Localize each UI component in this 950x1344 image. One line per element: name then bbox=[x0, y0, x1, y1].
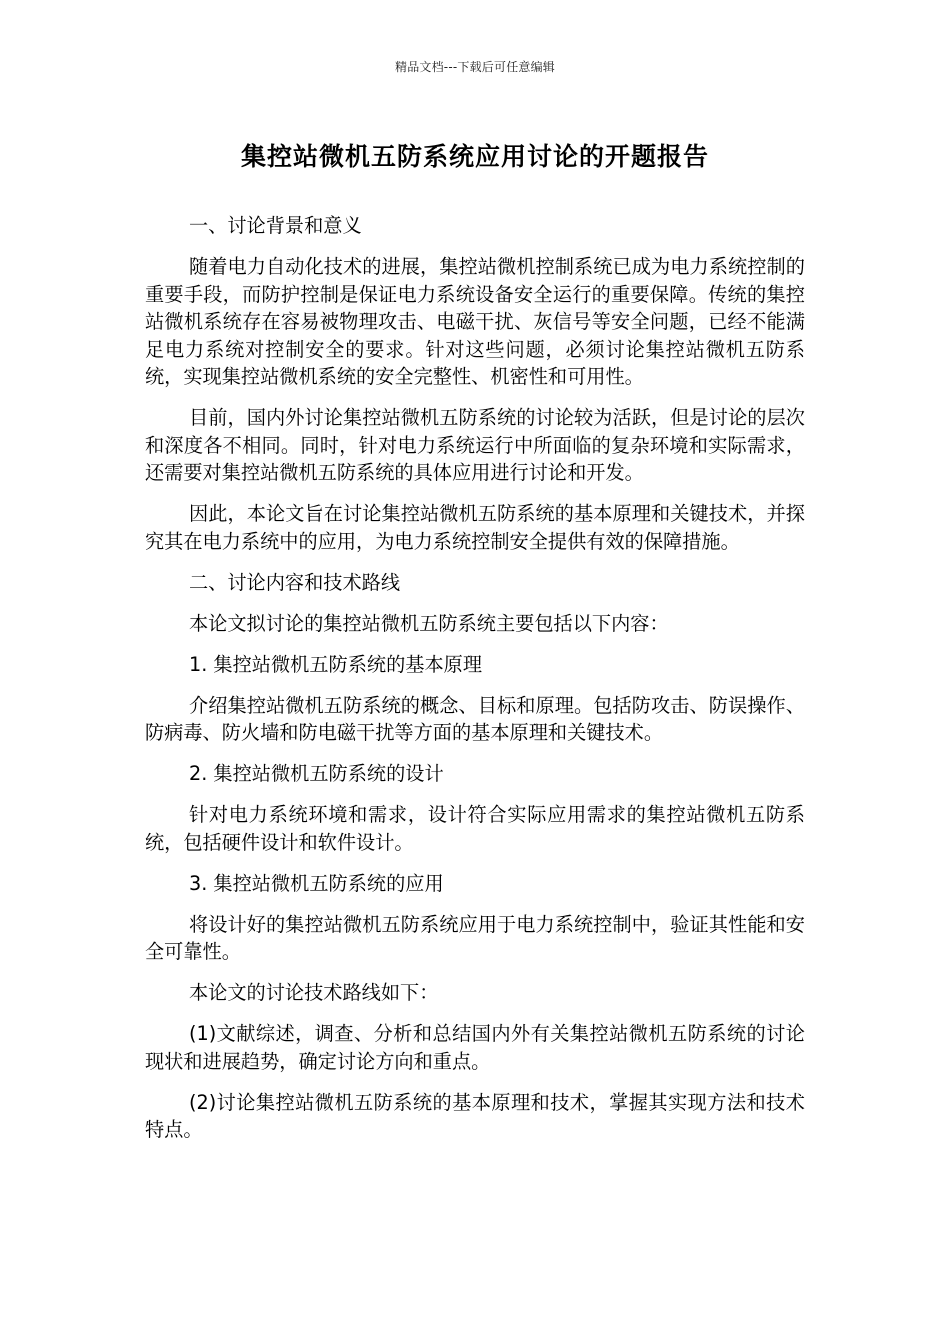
paragraph: 目前，国内外讨论集控站微机五防系统的讨论较为活跃，但是讨论的层次和深度各不相同。同时，针对电力系统运行中所面临的复杂环境和实际需求，还需要对集控站微机五防系统的具体应用进行讨论和开发。 bbox=[145, 406, 805, 484]
paragraph: 针对电力系统环境和需求，设计符合实际应用需求的集控站微机五防系统，包括硬件设计和软件设计。 bbox=[145, 803, 805, 854]
paragraph: 本论文的讨论技术路线如下： bbox=[189, 981, 439, 1004]
paragraph: 将设计好的集控站微机五防系统应用于电力系统控制中，验证其性能和安全可靠性。 bbox=[145, 912, 805, 963]
paragraph: 随着电力自动化技术的进展，集控站微机控制系统已成为电力系统控制的重要手段，而防护控制是保证电力系统设备安全运行的重要保障。传统的集控站微机系统存在容易被物理攻击、电磁干扰、灰信号等安全问题，已经不能满足电力系统对控制安全的要求。针对这些问题，必须讨论集控站微机五防系统，实现集控站微机系统的安全完整性、机密性和可用性。 bbox=[145, 255, 805, 388]
list-item-heading: 1. 集控站微机五防系统的基本原理 bbox=[189, 652, 483, 676]
section-heading-background: 一、讨论背景和意义 bbox=[189, 214, 362, 237]
list-item: (1)文献综述，调查、分析和总结国内外有关集控站微机五防系统的讨论现状和进展趋势，确定讨论方向和重点。 bbox=[145, 1022, 805, 1073]
section-heading-content: 二、讨论内容和技术路线 bbox=[189, 570, 401, 594]
list-item-heading: 2. 集控站微机五防系统的设计 bbox=[189, 762, 444, 785]
list-item-heading: 3. 集控站微机五防系统的应用 bbox=[189, 871, 444, 895]
page-title: 集控站微机五防系统应用讨论的开题报告 bbox=[240, 142, 709, 171]
document-body bbox=[145, 212, 805, 1157]
header-note: 精品文档---下载后可任意编辑 bbox=[395, 60, 555, 74]
list-item: (2)讨论集控站微机五防系统的基本原理和技术，掌握其实现方法和技术特点。 bbox=[145, 1090, 805, 1141]
paragraph: 本论文拟讨论的集控站微机五防系统主要包括以下内容： bbox=[189, 611, 669, 635]
paragraph: 介绍集控站微机五防系统的概念、目标和原理。包括防攻击、防误操作、防病毒、防火墙和防电磁干扰等方面的基本原理和关键技术。 bbox=[145, 693, 805, 744]
paragraph: 因此，本论文旨在讨论集控站微机五防系统的基本原理和关键技术，并探究其在电力系统中的应用，为电力系统控制安全提供有效的保障措施。 bbox=[145, 502, 805, 553]
